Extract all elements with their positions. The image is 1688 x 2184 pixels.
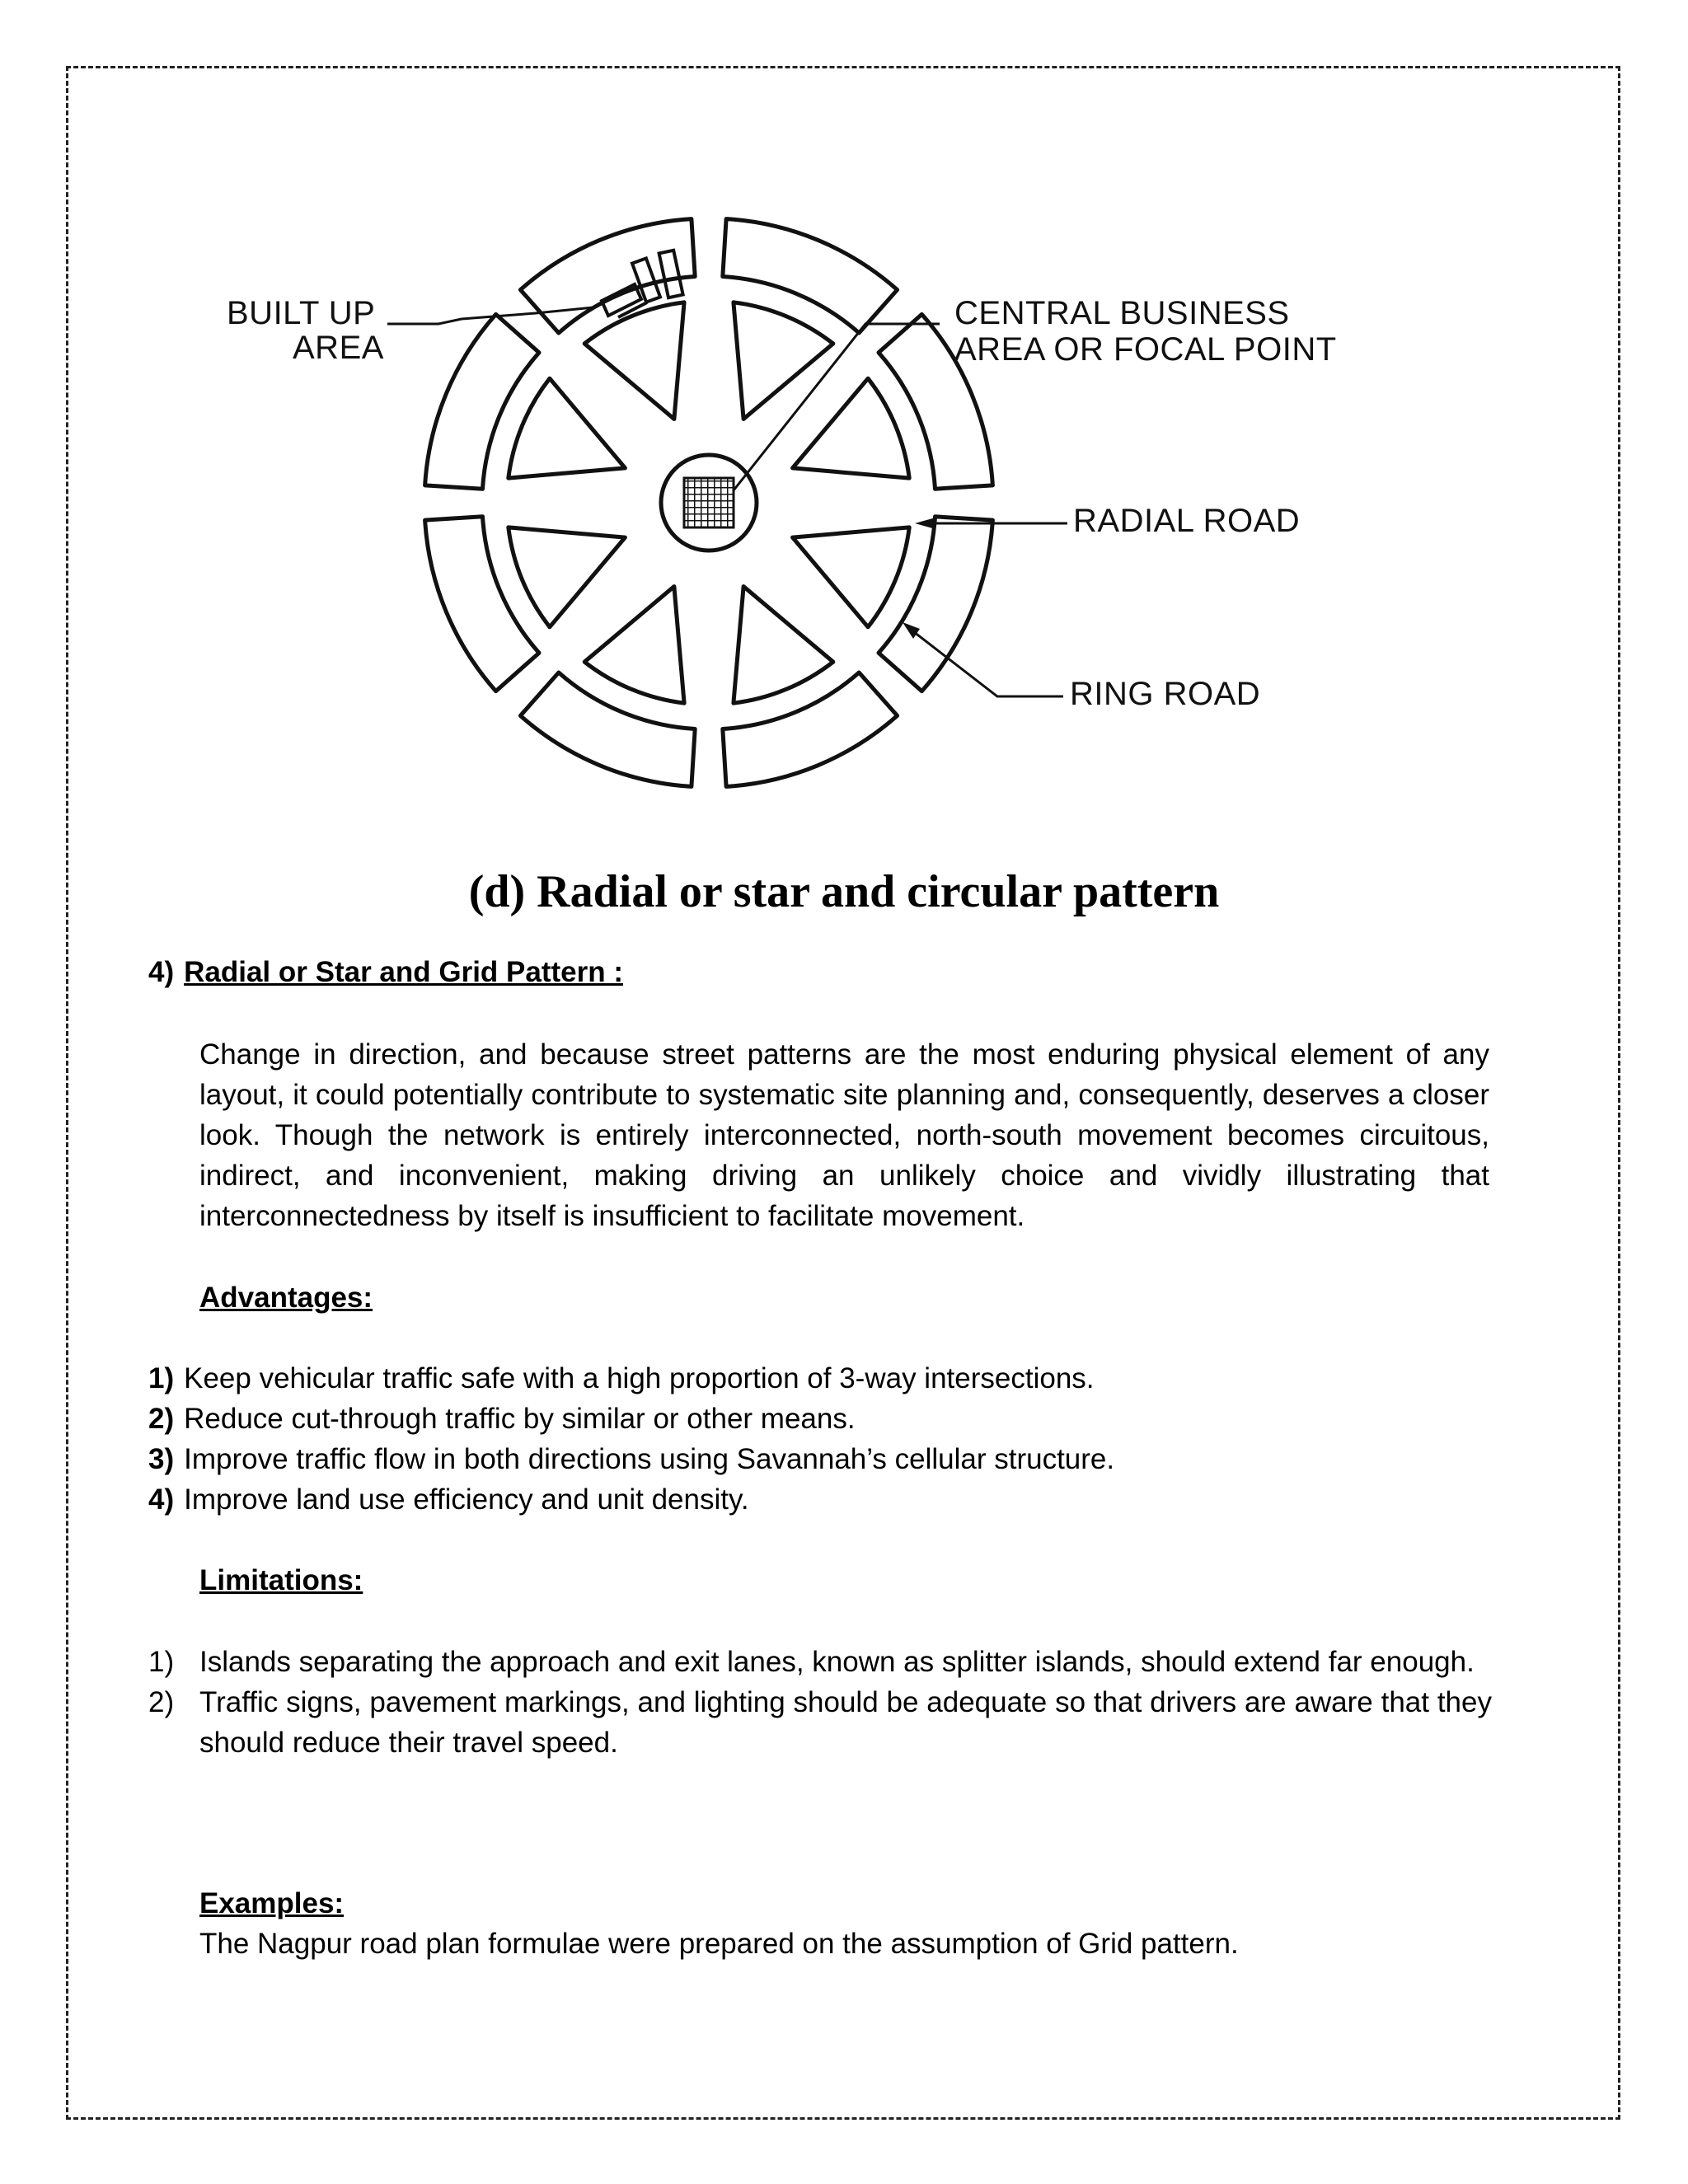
list-item: 3) Improve traffic flow in both directions using Savannah’s cellular structure.	[148, 1443, 1115, 1475]
outer-ring-block	[425, 314, 539, 489]
inner-radial-block	[584, 302, 684, 419]
advantages-heading: Advantages:	[199, 1282, 373, 1314]
label-built-up-1: BUILT UP	[227, 295, 376, 331]
list-item: 1) Islands separating the approach and exit lanes, known as splitter islands, should extend far enough.	[148, 1646, 1475, 1678]
inner-radial-block	[734, 302, 833, 419]
inner-radial-block	[793, 527, 910, 627]
examples-heading: Examples:	[199, 1887, 345, 1919]
inner-radial-block	[509, 527, 626, 627]
section-title: Radial or Star and Grid Pattern :	[184, 956, 624, 988]
cbd-core	[661, 455, 757, 551]
inner-radial-block	[584, 587, 684, 704]
section-heading	[148, 952, 623, 992]
outer-ring-block	[520, 673, 695, 786]
radial-pattern-figure	[206, 177, 1401, 820]
section-paragraph: Change in direction, and because street patterns are the most enduring physical element of any layout, it could potentially contribute to systematic site planning and, consequently, deserves a closer look. Though the network is entirely interconnected, north-south movement becomes circuitous, indirect, and inconvenient, making driving an unlikely choice and vividly illustrating that interconnectedness by itself is insufficient to facilitate movement.	[199, 1038, 1489, 1232]
outer-ring-block	[723, 219, 898, 333]
list-item: 4) Improve land use efficiency and unit density.	[148, 1483, 749, 1516]
limitations-list	[148, 1642, 1492, 1763]
label-ring-road: RING ROAD	[1070, 676, 1261, 712]
outer-ring-block	[425, 517, 539, 691]
label-built-up-2: AREA	[293, 330, 384, 366]
label-radial-road: RADIAL ROAD	[1073, 503, 1301, 539]
list-item: 1) Keep vehicular traffic safe with a high proportion of 3-way intersections.	[148, 1362, 1095, 1394]
outer-ring-block	[723, 673, 898, 786]
examples-text: The Nagpur road plan formulae were prepared on the assumption of Grid pattern.	[199, 1928, 1239, 1960]
list-item: 2) Reduce cut-through traffic by similar or other means.	[148, 1403, 856, 1435]
limitations-heading: Limitations:	[199, 1564, 363, 1596]
label-cbd-2: AREA OR FOCAL POINT	[954, 331, 1337, 368]
label-cbd-1: CENTRAL BUSINESS	[954, 295, 1290, 331]
list-item: 2) Traffic signs, pavement markings, and lighting should be adequate so that drivers are aware that they should reduce their travel speed.	[148, 1686, 1492, 1759]
advantages-list	[148, 1358, 1492, 1520]
ring-leader	[907, 626, 1063, 696]
figure-caption: (d) Radial or star and circular pattern	[468, 866, 1220, 917]
outer-ring-block	[879, 517, 992, 691]
inner-radial-block	[734, 587, 833, 704]
inner-radial-block	[509, 378, 626, 478]
examples-block	[199, 1883, 1239, 1964]
radial-arrow	[915, 518, 935, 529]
section-number: 4)	[148, 956, 175, 988]
built-up-area-marks	[602, 251, 683, 317]
ring-arrow	[903, 622, 920, 639]
radial-pattern-diagram	[206, 177, 1401, 820]
